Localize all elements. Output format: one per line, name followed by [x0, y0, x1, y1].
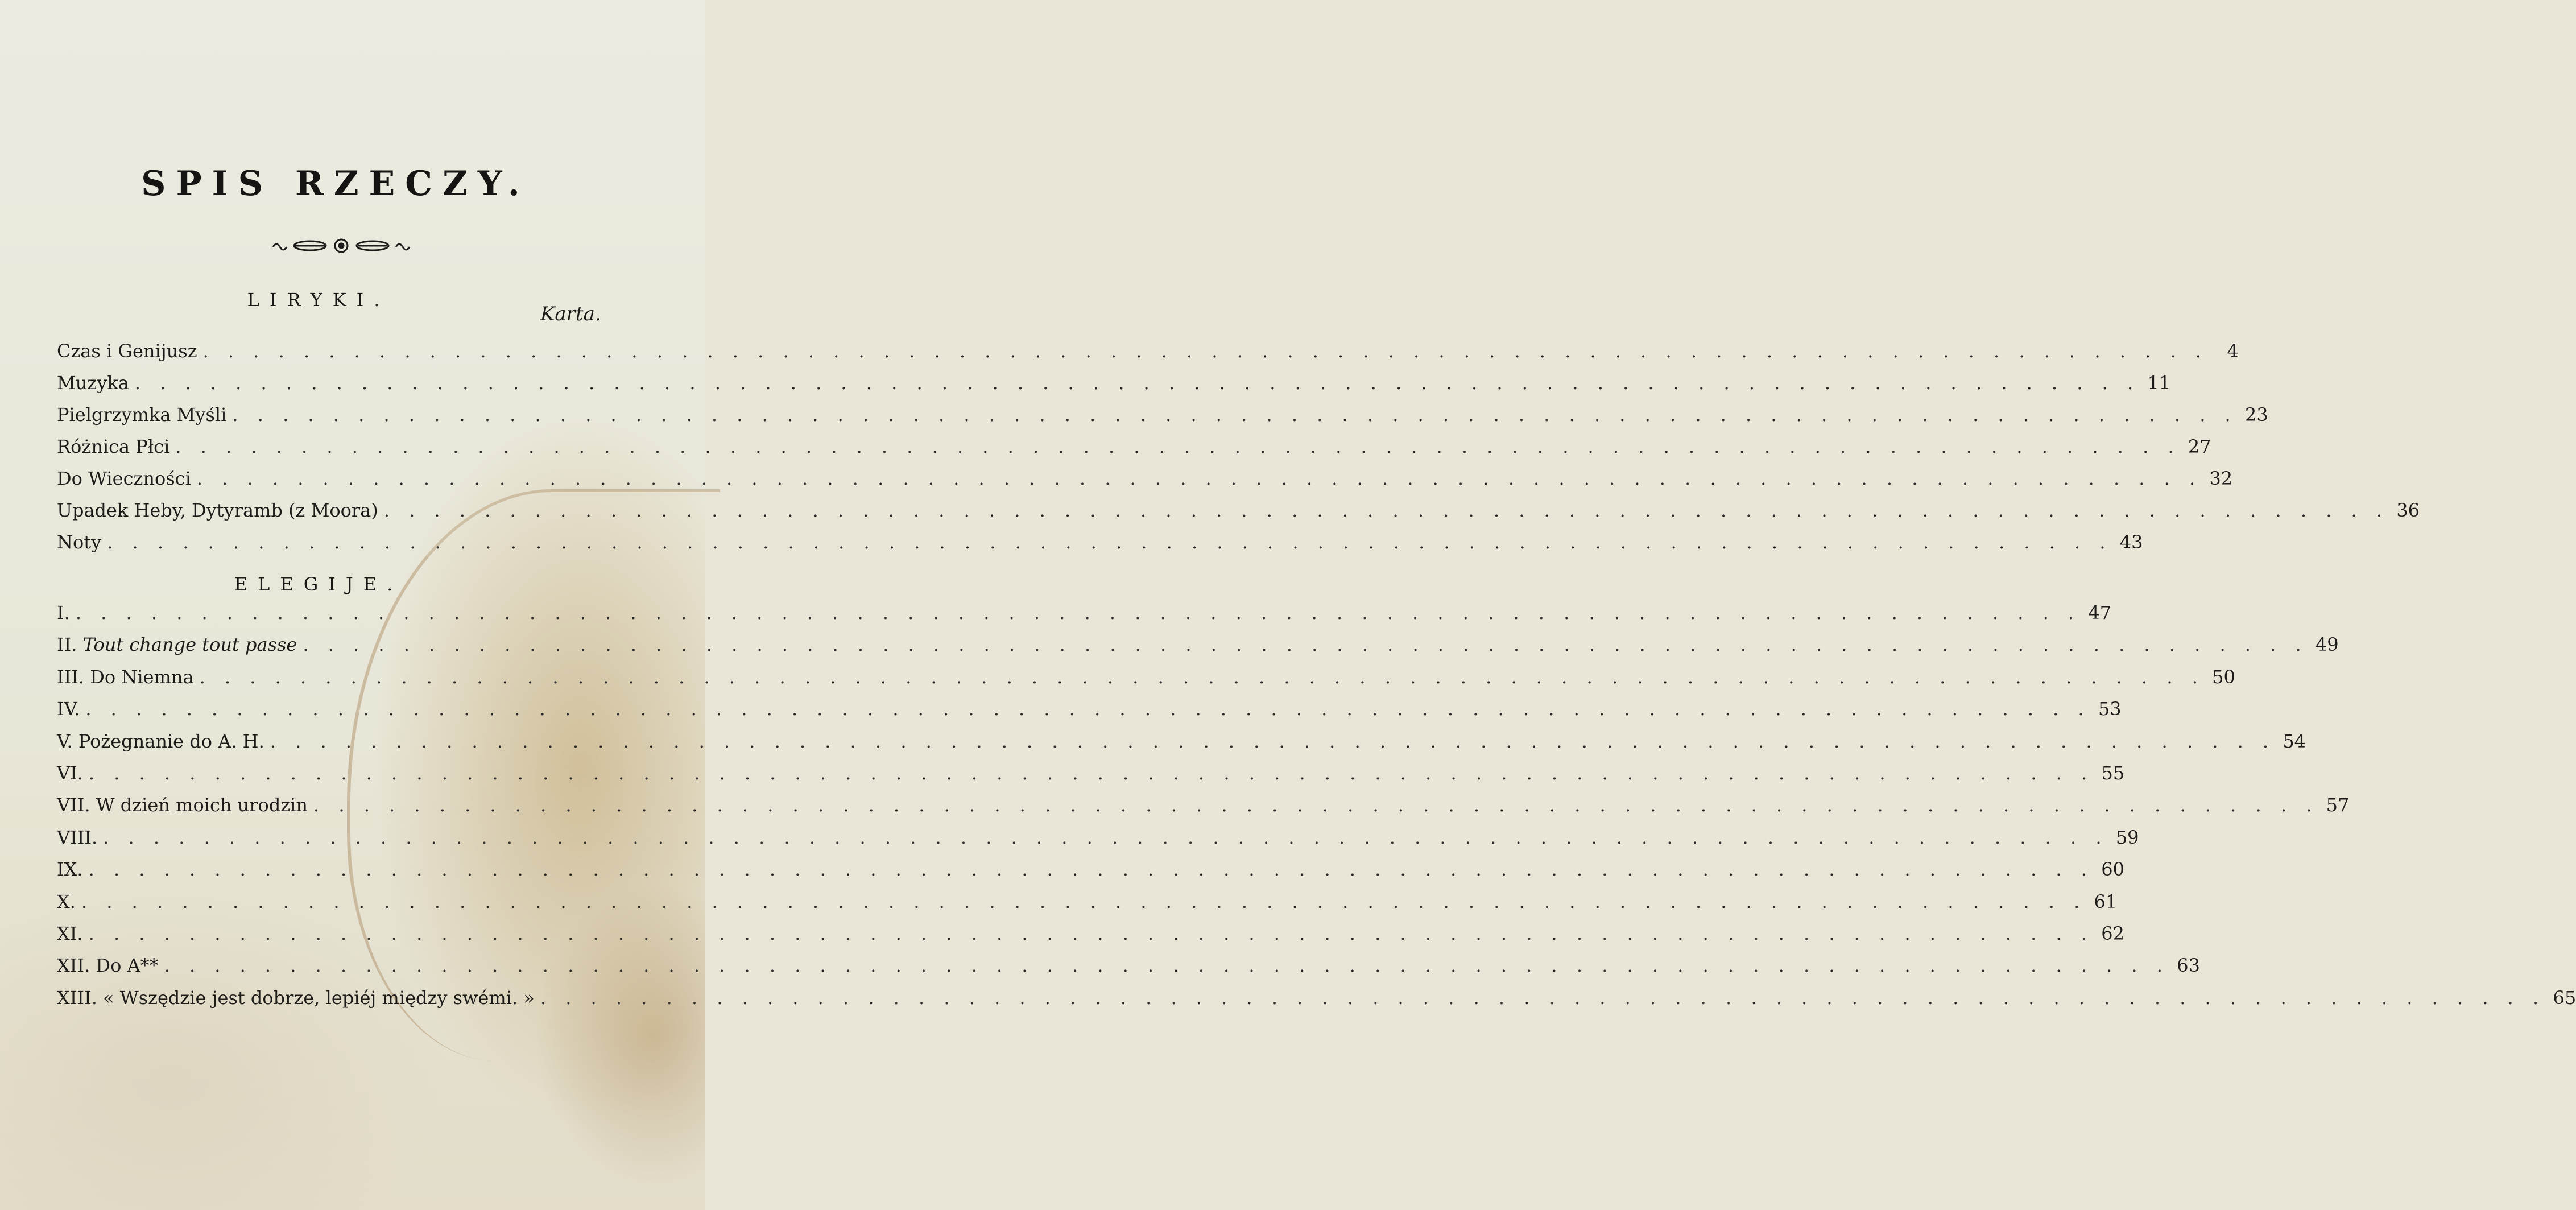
toc-entry-title: Do Wieczności [57, 468, 191, 489]
dot-leader: . . . . . . . . . . . . . . . . . . . . . . . . . . . . . . . . . . . . . . . . . . . . . . . . . . . . . . . . . . . . . . . . . . . . . . . . . . . . . . . . [88, 858, 2094, 881]
toc-entry-title: Różnica Płci [57, 436, 170, 457]
toc-entry [57, 602, 2112, 630]
toc-entry [57, 794, 2350, 823]
dot-leader: . . . . . . . . . . . . . . . . . . . . . . . . . . . . . . . . . . . . . . . . . . . . . . . . . . . . . . . . . . . . . . . . . . . . . . . . . . . . . . . . [107, 531, 2112, 553]
dot-leader: . . . . . . . . . . . . . . . . . . . . . . . . . . . . . . . . . . . . . . . . . . . . . . . . . . . . . . . . . . . . . . . . . . . . . . . . . . . . . . . . [313, 794, 2319, 816]
toc-entry-title: V. Pożegnanie do A. H. [57, 730, 264, 752]
toc-entry [57, 468, 2233, 496]
dot-leader: . . . . . . . . . . . . . . . . . . . . . . . . . . . . . . . . . . . . . . . . . . . . . . . . . . . . . . . . . . . . . . . . . . . . . . . . . . . . . . . . [81, 890, 2087, 912]
dot-leader: . . . . . . . . . . . . . . . . . . . . . . . . . . . . . . . . . . . . . . . . . . . . . . . . . . . . . . . . . . . . . . . . . . . . . . . . . . . . . . . . [232, 404, 2238, 426]
toc-entry-page-number: 27 [2188, 436, 2211, 457]
dot-leader: . . . . . . . . . . . . . . . . . . . . . . . . . . . . . . . . . . . . . . . . . . . . . . . . . . . . . . . . . . . . . . . . . . . . . . . . . . . . . . . . [164, 955, 2169, 977]
toc-entry-title: II. Tout change tout passe [57, 634, 297, 656]
toc-entry-page-number: 50 [2212, 666, 2235, 688]
toc-entry-page-number: 55 [2101, 762, 2125, 784]
toc-entry-title: Upadek Heby, Dytyramb (z Moora) [57, 499, 378, 521]
toc-entry [57, 404, 2268, 432]
toc-entry-title: Pielgrzymka Myśli [57, 404, 227, 426]
toc-entry [57, 955, 2200, 983]
toc-entry-page-number: 60 [2101, 858, 2124, 881]
toc-entry [57, 340, 2239, 369]
toc-entry-title: XI. [57, 923, 83, 944]
toc-entry [57, 890, 2118, 919]
toc-entry [57, 531, 2143, 560]
toc-entry [57, 826, 2139, 855]
toc-entry [57, 762, 2125, 791]
toc-entry-title: XII. Do A** [57, 955, 159, 977]
dot-leader: . . . . . . . . . . . . . . . . . . . . . . . . . . . . . . . . . . . . . . . . . . . . . . . . . . . . . . . . . . . . . . . . . . . . . . . . . . . . . . . . [540, 986, 2546, 1009]
toc-entry [57, 499, 2420, 528]
toc-entry [57, 858, 2124, 887]
toc-entry-title: IV. [57, 698, 80, 720]
dot-leader: . . . . . . . . . . . . . . . . . . . . . . . . . . . . . . . . . . . . . . . . . . . . . . . . . . . . . . . . . . . . . . . . . . . . . . . . . . . . . . . . [383, 499, 2389, 521]
toc-entry-page-number: 4 [2227, 340, 2239, 362]
dot-leader: . . . . . . . . . . . . . . . . . . . . . . . . . . . . . . . . . . . . . . . . . . . . . . . . . . . . . . . . . . . . . . . . . . . . . . . . . . . . . . . . [202, 340, 2208, 362]
toc-entry-page-number: 63 [2177, 955, 2200, 977]
page-title: SPIS RZECZY. [141, 164, 530, 204]
toc-entry-page-number: 32 [2209, 468, 2233, 489]
toc-entry-page-number: 23 [2244, 404, 2268, 426]
toc-entry-title: I. [57, 602, 70, 623]
dot-leader: . . . . . . . . . . . . . . . . . . . . . . . . . . . . . . . . . . . . . . . . . . . . . . . . . . . . . . . . . . . . . . . . . . . . . . . . . . . . . . . . [270, 730, 2276, 752]
toc-entry-page-number: 36 [2396, 499, 2420, 521]
toc-entry-page-number: 57 [2326, 794, 2350, 816]
toc-entry-page-number: 47 [2088, 602, 2112, 623]
toc-entry-title: Muzyka [57, 372, 129, 394]
toc-entry [57, 698, 2122, 726]
dot-leader: . . . . . . . . . . . . . . . . . . . . . . . . . . . . . . . . . . . . . . . . . . . . . . . . . . . . . . . . . . . . . . . . . . . . . . . . . . . . . . . . [196, 468, 2202, 489]
section-heading-elegije: ELEGIJE. [234, 573, 403, 595]
toc-entry [57, 634, 2339, 662]
toc-entry [57, 372, 2171, 400]
toc-entry-page-number: 65 [2553, 986, 2576, 1009]
toc-entry [57, 923, 2124, 951]
toc-entry-page-number: 43 [2119, 531, 2143, 553]
toc-entry-page-number: 62 [2101, 923, 2124, 944]
dot-leader: . . . . . . . . . . . . . . . . . . . . . . . . . . . . . . . . . . . . . . . . . . . . . . . . . . . . . . . . . . . . . . . . . . . . . . . . . . . . . . . . [175, 436, 2181, 457]
toc-entry-title: Czas i Genijusz [57, 340, 197, 362]
toc-entry-page-number: 61 [2094, 890, 2118, 912]
toc-entry [57, 730, 2306, 759]
dot-leader: . . . . . . . . . . . . . . . . . . . . . . . . . . . . . . . . . . . . . . . . . . . . . . . . . . . . . . . . . . . . . . . . . . . . . . . . . . . . . . . . [88, 923, 2094, 944]
toc-entry-page-number: 53 [2098, 698, 2122, 720]
page-column-header: Karta. [540, 303, 601, 325]
toc-entry [57, 666, 2235, 695]
toc-entry [57, 986, 2576, 1015]
dot-leader: . . . . . . . . . . . . . . . . . . . . . . . . . . . . . . . . . . . . . . . . . . . . . . . . . . . . . . . . . . . . . . . . . . . . . . . . . . . . . . . . [88, 762, 2094, 784]
toc-entry-page-number: 11 [2147, 372, 2171, 394]
dot-leader: . . . . . . . . . . . . . . . . . . . . . . . . . . . . . . . . . . . . . . . . . . . . . . . . . . . . . . . . . . . . . . . . . . . . . . . . . . . . . . . . [103, 826, 2108, 848]
toc-entry-title: VII. W dzień moich urodzin [57, 794, 308, 816]
toc-entry-title: Noty [57, 531, 102, 553]
toc-entry-title: IX. [57, 858, 83, 881]
dot-leader: . . . . . . . . . . . . . . . . . . . . . . . . . . . . . . . . . . . . . . . . . . . . . . . . . . . . . . . . . . . . . . . . . . . . . . . . . . . . . . . . [85, 698, 2091, 720]
ornament-divider [267, 234, 415, 257]
toc-entry-page-number: 49 [2315, 634, 2339, 656]
dot-leader: . . . . . . . . . . . . . . . . . . . . . . . . . . . . . . . . . . . . . . . . . . . . . . . . . . . . . . . . . . . . . . . . . . . . . . . . . . . . . . . . [303, 634, 2308, 656]
toc-entry-title: VI. [57, 762, 83, 784]
toc-entry-title: XIII. « Wszędzie jest dobrze, lepiéj między swémi. » [57, 986, 535, 1009]
toc-entry-title: III. Do Niemna [57, 666, 194, 688]
toc-entry-page-number: 59 [2115, 826, 2139, 848]
toc-entry-title: X. [57, 890, 76, 912]
toc-entry-title: VIII. [57, 826, 98, 848]
dot-leader: . . . . . . . . . . . . . . . . . . . . . . . . . . . . . . . . . . . . . . . . . . . . . . . . . . . . . . . . . . . . . . . . . . . . . . . . . . . . . . . . [75, 602, 2081, 623]
toc-entry-page-number: 54 [2283, 730, 2306, 752]
dot-leader: . . . . . . . . . . . . . . . . . . . . . . . . . . . . . . . . . . . . . . . . . . . . . . . . . . . . . . . . . . . . . . . . . . . . . . . . . . . . . . . . [199, 666, 2205, 688]
section-heading-liryki: LIRYKI. [247, 289, 390, 311]
toc-entry [57, 436, 2211, 464]
dot-leader: . . . . . . . . . . . . . . . . . . . . . . . . . . . . . . . . . . . . . . . . . . . . . . . . . . . . . . . . . . . . . . . . . . . . . . . . . . . . . . . . [134, 372, 2140, 394]
